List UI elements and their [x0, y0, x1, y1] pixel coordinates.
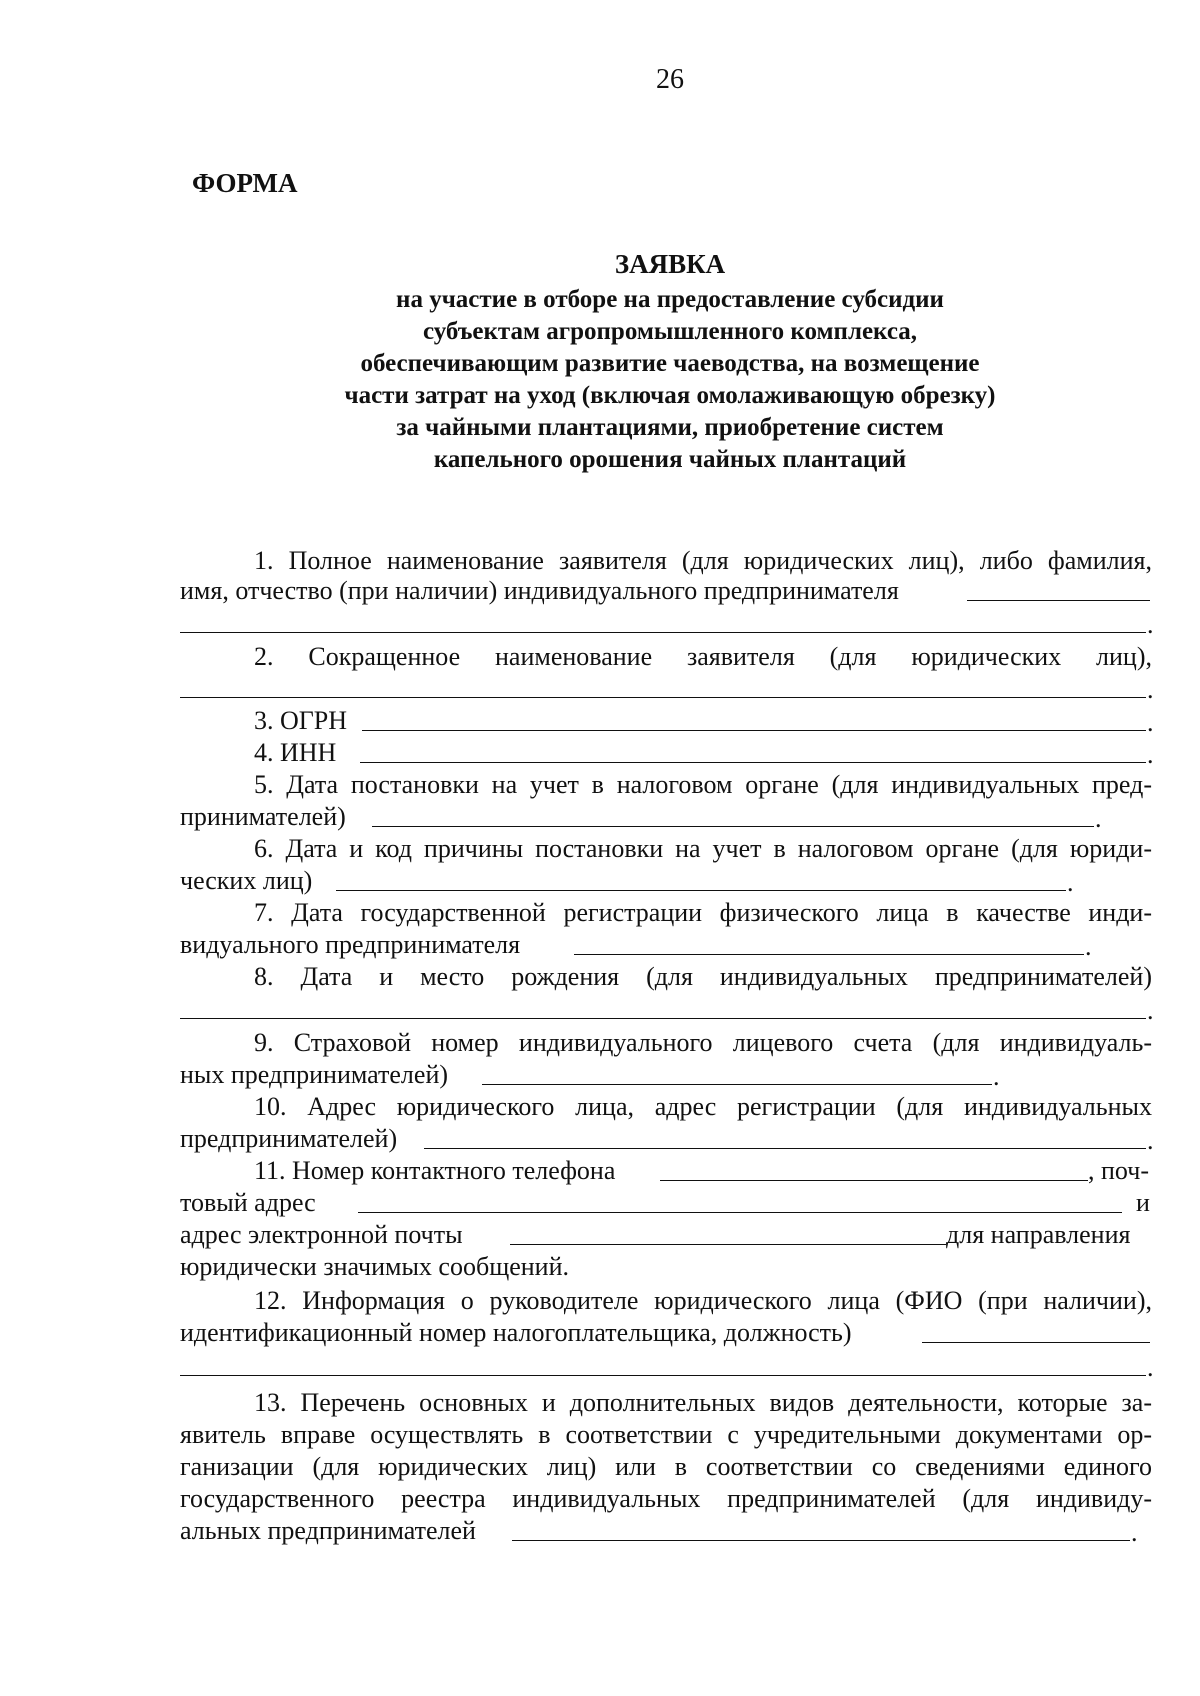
title-line: капельного орошения чайных плантаций: [433, 446, 907, 473]
item-12-text: 12. Информация о руководителе юридического лица (ФИО (при наличии),: [254, 1286, 1152, 1315]
postal-address-field[interactable]: [358, 1212, 1122, 1213]
manager-info-field[interactable]: [922, 1342, 1150, 1343]
period: .: [1147, 708, 1154, 737]
period: .: [1147, 675, 1154, 704]
item-9-text: ных предпринимателей): [180, 1060, 449, 1089]
phone-field[interactable]: [660, 1180, 1088, 1181]
item-1-text: 1. Полное наименование заявителя (для юридических лиц), либо фамилия,: [254, 546, 1152, 575]
page-number: 26: [656, 64, 684, 95]
form-label: ФОРМА: [192, 168, 298, 198]
item-5-text: 5. Дата постановки на учет в налоговом органе (для индивидуальных пред-: [254, 770, 1152, 799]
item-11-text: и: [1136, 1188, 1150, 1217]
item-13-text: 13. Перечень основных и дополнительных видов деятельности, которые за-: [254, 1388, 1152, 1417]
period: .: [1147, 1126, 1154, 1155]
title-main: ЗАЯВКА: [614, 249, 726, 279]
item-11-text: юридически значимых сообщений.: [180, 1252, 569, 1281]
item-2-text: 2. Сокращенное наименование заявителя (для юридических лиц),: [254, 642, 1152, 671]
item-11-text: товый адрес: [180, 1188, 316, 1217]
item-10-text: предпринимателей): [180, 1124, 398, 1153]
ogrn-field[interactable]: [362, 730, 1146, 731]
item-7-text: 7. Дата государственной регистрации физического лица в качестве инди-: [254, 898, 1152, 927]
applicant-full-name-field[interactable]: [967, 600, 1150, 601]
item-13-text: ганизации (для юридических лиц) или в соответствии со сведениями единого: [180, 1452, 1152, 1481]
item-4-text: 4. ИНН: [254, 738, 337, 767]
tax-registration-date-field[interactable]: [372, 826, 1094, 827]
item-11-text: адрес электронной почты: [180, 1220, 463, 1249]
item-6-text: 6. Дата и код причины постановки на учет в налоговом органе (для юриди-: [254, 834, 1152, 863]
item-8-text: 8. Дата и место рождения (для индивидуальных предпринимателей): [254, 962, 1152, 991]
inn-field[interactable]: [360, 762, 1146, 763]
birth-date-place-field[interactable]: [180, 1018, 1146, 1019]
period: .: [1147, 996, 1154, 1025]
period: .: [1067, 868, 1074, 897]
item-10-text: 10. Адрес юридического лица, адрес регистрации (для индивидуальных: [254, 1092, 1152, 1121]
title-line: обеспечивающим развитие чаеводства, на возмещение: [360, 350, 980, 377]
title-line: на участие в отборе на предоставление субсидии: [396, 286, 944, 313]
period: .: [1131, 1518, 1138, 1547]
period: .: [1147, 740, 1154, 769]
manager-info-field-cont[interactable]: [180, 1375, 1146, 1376]
item-11-text: для направления: [946, 1220, 1131, 1249]
item-13-text: явитель вправе осуществлять в соответствии с учредительными документами ор-: [180, 1420, 1152, 1449]
title-line: субъектам агропромышленного комплекса,: [423, 318, 917, 345]
item-13-text: государственного реестра индивидуальных предпринимателей (для индивиду-: [180, 1484, 1152, 1513]
applicant-short-name-field[interactable]: [180, 697, 1146, 698]
state-registration-date-field[interactable]: [574, 954, 1084, 955]
item-9-text: 9. Страховой номер индивидуального лицевого счета (для индивидуаль-: [254, 1028, 1152, 1057]
item-11-text: 11. Номер контактного телефона: [254, 1156, 616, 1185]
email-field[interactable]: [510, 1244, 946, 1245]
item-11-text: , поч-: [1088, 1156, 1149, 1185]
item-5-text: принимателей): [180, 802, 346, 831]
period: .: [993, 1062, 1000, 1091]
activities-field[interactable]: [512, 1540, 1130, 1541]
address-field[interactable]: [424, 1148, 1146, 1149]
item-13-text: альных предпринимателей: [180, 1516, 476, 1545]
period: .: [1147, 1353, 1154, 1382]
title-line: части затрат на уход (включая омолаживающую обрезку): [344, 382, 996, 409]
item-3-text: 3. ОГРН: [254, 706, 348, 735]
item-12-text: идентификационный номер налогоплательщика, должность): [180, 1318, 852, 1347]
snils-field[interactable]: [482, 1084, 992, 1085]
application-title: [0, 244, 1200, 476]
period: .: [1147, 610, 1154, 639]
period: .: [1095, 804, 1102, 833]
item-6-text: ческих лиц): [180, 866, 313, 895]
item-7-text: видуального предпринимателя: [180, 930, 521, 959]
applicant-full-name-field-cont[interactable]: [180, 632, 1146, 633]
item-1-text: имя, отчество (при наличии) индивидуального предпринимателя: [180, 576, 899, 605]
tax-registration-code-field[interactable]: [336, 890, 1066, 891]
title-line: за чайными плантациями, приобретение систем: [396, 414, 944, 441]
period: .: [1085, 932, 1092, 961]
